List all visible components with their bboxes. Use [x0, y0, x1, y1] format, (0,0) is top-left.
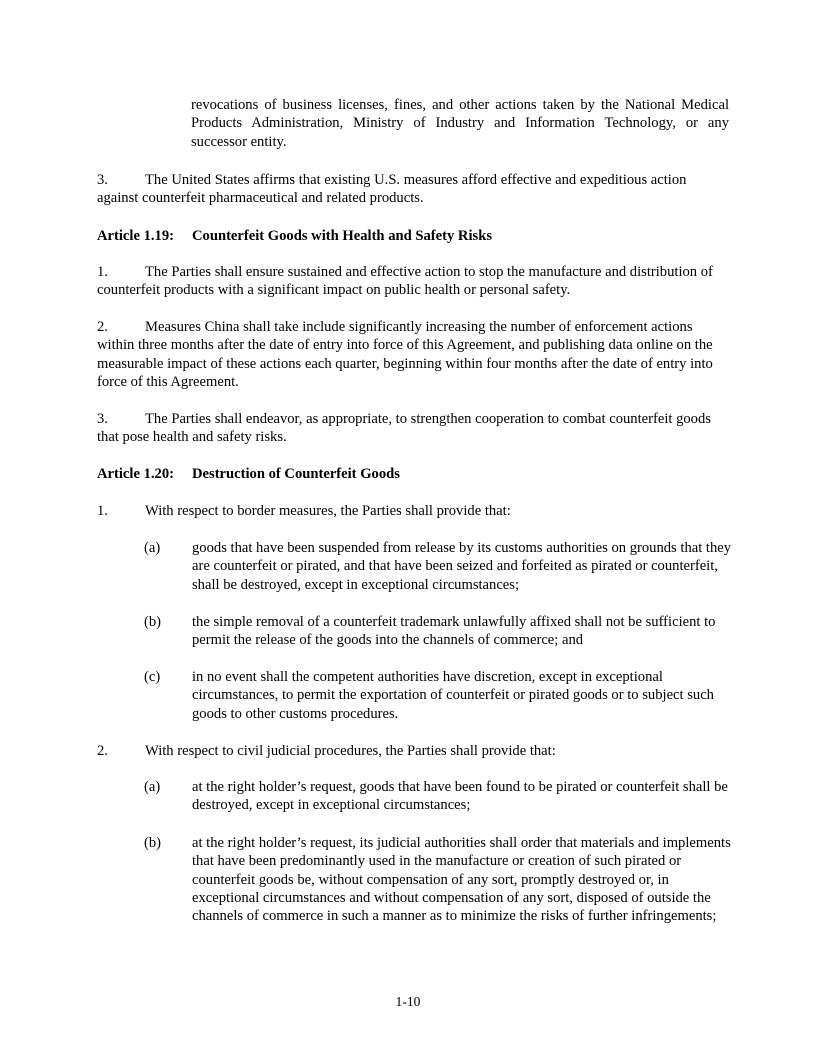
list-item-label: (a) [144, 779, 161, 795]
article-1-19-paragraph-2 [97, 318, 729, 391]
article-1-19-heading [97, 227, 729, 245]
article-1-19-paragraph-1 [97, 263, 729, 300]
list-item-text: goods that have been suspended from release by its customs authorities on grounds that they are counterfeit or pirated, and that have been seized and forfeited as pirated or counterfeit, shall be destroyed, except in exceptional circumstances; [192, 540, 732, 593]
list-item-label: (c) [144, 669, 161, 685]
paragraph-3-us [97, 171, 729, 208]
paragraph-number: 3. [97, 172, 108, 188]
paragraph-text: With respect to civil judicial procedures, the Parties shall provide that: [145, 743, 556, 759]
article-1-20-paragraph-2 [97, 742, 729, 760]
article-number: Article 1.20: [97, 466, 174, 482]
list-item-label: (b) [144, 835, 162, 851]
article-1-20-heading [97, 465, 729, 483]
paragraph-number: 2. [97, 743, 108, 759]
article-1-20-paragraph-1 [97, 502, 729, 520]
article-number: Article 1.19: [97, 228, 174, 244]
list-item-text: in no event shall the competent authorities have discretion, except in exceptional circumstances, to permit the exportation of counterfeit or pirated goods or to subject such goods to other customs procedures. [192, 669, 714, 722]
paragraph-text: Measures China shall take include significantly increasing the number of enforcement actions within three months after the date of entry into force of this Agreement, and publishing data online on the measurable impact of these actions each quarter, beginning within four months after the date of entry into force of this Agreement. [97, 319, 713, 390]
list-item-text: at the right holder’s request, its judicial authorities shall order that materials and implements that have been predominantly used in the manufacture or creation of such pirated or counterfeit goods be, without compensation of any sort, promptly destroyed or, in exceptional circumstances and without compensation of any sort, disposed of outside the channels of commerce in such a manner as to minimize the risks of further infringements; [192, 835, 731, 925]
list-item-label: (b) [144, 614, 162, 630]
list-item-text: at the right holder’s request, goods that have been found to be pirated or counterfeit shall be destroyed, except in exceptional circumstances; [192, 779, 728, 814]
continuation-text: revocations of business licenses, fines, and other actions taken by the National Medical Products Administration, Ministry of Industry and Information Technology, or any successor entity. [191, 97, 729, 150]
article-title: Destruction of Counterfeit Goods [192, 466, 400, 482]
paragraph-text: The United States affirms that existing U.S. measures afford effective and expeditious action against counterfeit pharmaceutical and related products. [97, 172, 687, 207]
list-item-label: (a) [144, 540, 161, 556]
page-number: 1-10 [395, 994, 421, 1009]
paragraph-number: 1. [97, 503, 108, 519]
paragraph-number: 3. [97, 411, 108, 427]
paragraph-number: 2. [97, 319, 108, 335]
article-1-19-paragraph-3 [97, 410, 729, 447]
article-title: Counterfeit Goods with Health and Safety Risks [192, 228, 492, 244]
paragraph-text: The Parties shall ensure sustained and effective action to stop the manufacture and distribution of counterfeit products with a significant impact on public health or personal safety. [97, 264, 713, 299]
paragraph-text: The Parties shall endeavor, as appropriate, to strengthen cooperation to combat counterfeit goods that pose health and safety risks. [97, 411, 711, 446]
paragraph-text: With respect to border measures, the Parties shall provide that: [145, 503, 511, 519]
paragraph-number: 1. [97, 264, 108, 280]
list-item-text: the simple removal of a counterfeit trademark unlawfully affixed shall not be sufficient to permit the release of the goods into the channels of commerce; and [192, 614, 716, 649]
